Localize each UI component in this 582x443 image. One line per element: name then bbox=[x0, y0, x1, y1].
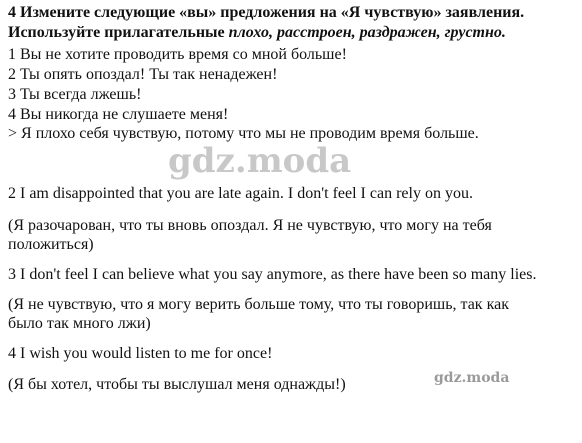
answer-3: 3 I don't feel I can believe what you say anymore, as there have been so many lies. bbox=[8, 266, 537, 283]
answer-3-translation-line-1: (Я не чувствую, что я могу верить больше тому, что ты говоришь, так как bbox=[8, 296, 509, 313]
answer-2-translation-line-1: (Я разочарован, что ты вновь опоздал. Я не чувствую, что могу на тебя bbox=[8, 217, 492, 234]
instruction-adjectives: плохо, расстроен, раздражен, грустно. bbox=[228, 24, 506, 41]
task-heading: 4 Измените следующие «вы» предложения на «Я чувствую» заявления. bbox=[8, 4, 525, 21]
statement-2: 2 Ты опять опоздал! Ты так ненадежен! bbox=[8, 66, 278, 83]
answer-4-translation: (Я бы хотел, чтобы ты выслушал меня однажды!) bbox=[8, 376, 346, 393]
task-instruction bbox=[8, 23, 506, 42]
answer-2-translation-line-2: положиться) bbox=[8, 236, 94, 253]
example-line: > Я плохо себя чувствую, потому что мы не проводим время больше. bbox=[8, 125, 479, 142]
instruction-prefix: Используйте прилагательные bbox=[8, 24, 229, 41]
answer-3-translation-line-2: было так много лжи) bbox=[8, 315, 151, 332]
answer-2: 2 I am disappointed that you are late again. I don't feel I can rely on you. bbox=[8, 185, 473, 202]
watermark-large: gdz.moda bbox=[168, 141, 352, 181]
answer-4: 4 I wish you would listen to me for once! bbox=[8, 345, 273, 362]
statement-3: 3 Ты всегда лжешь! bbox=[8, 86, 142, 103]
watermark-small: gdz.moda bbox=[434, 370, 510, 386]
statement-1: 1 Вы не хотите проводить время со мной больше! bbox=[8, 46, 347, 63]
statement-4: 4 Вы никогда не слушаете меня! bbox=[8, 106, 229, 123]
